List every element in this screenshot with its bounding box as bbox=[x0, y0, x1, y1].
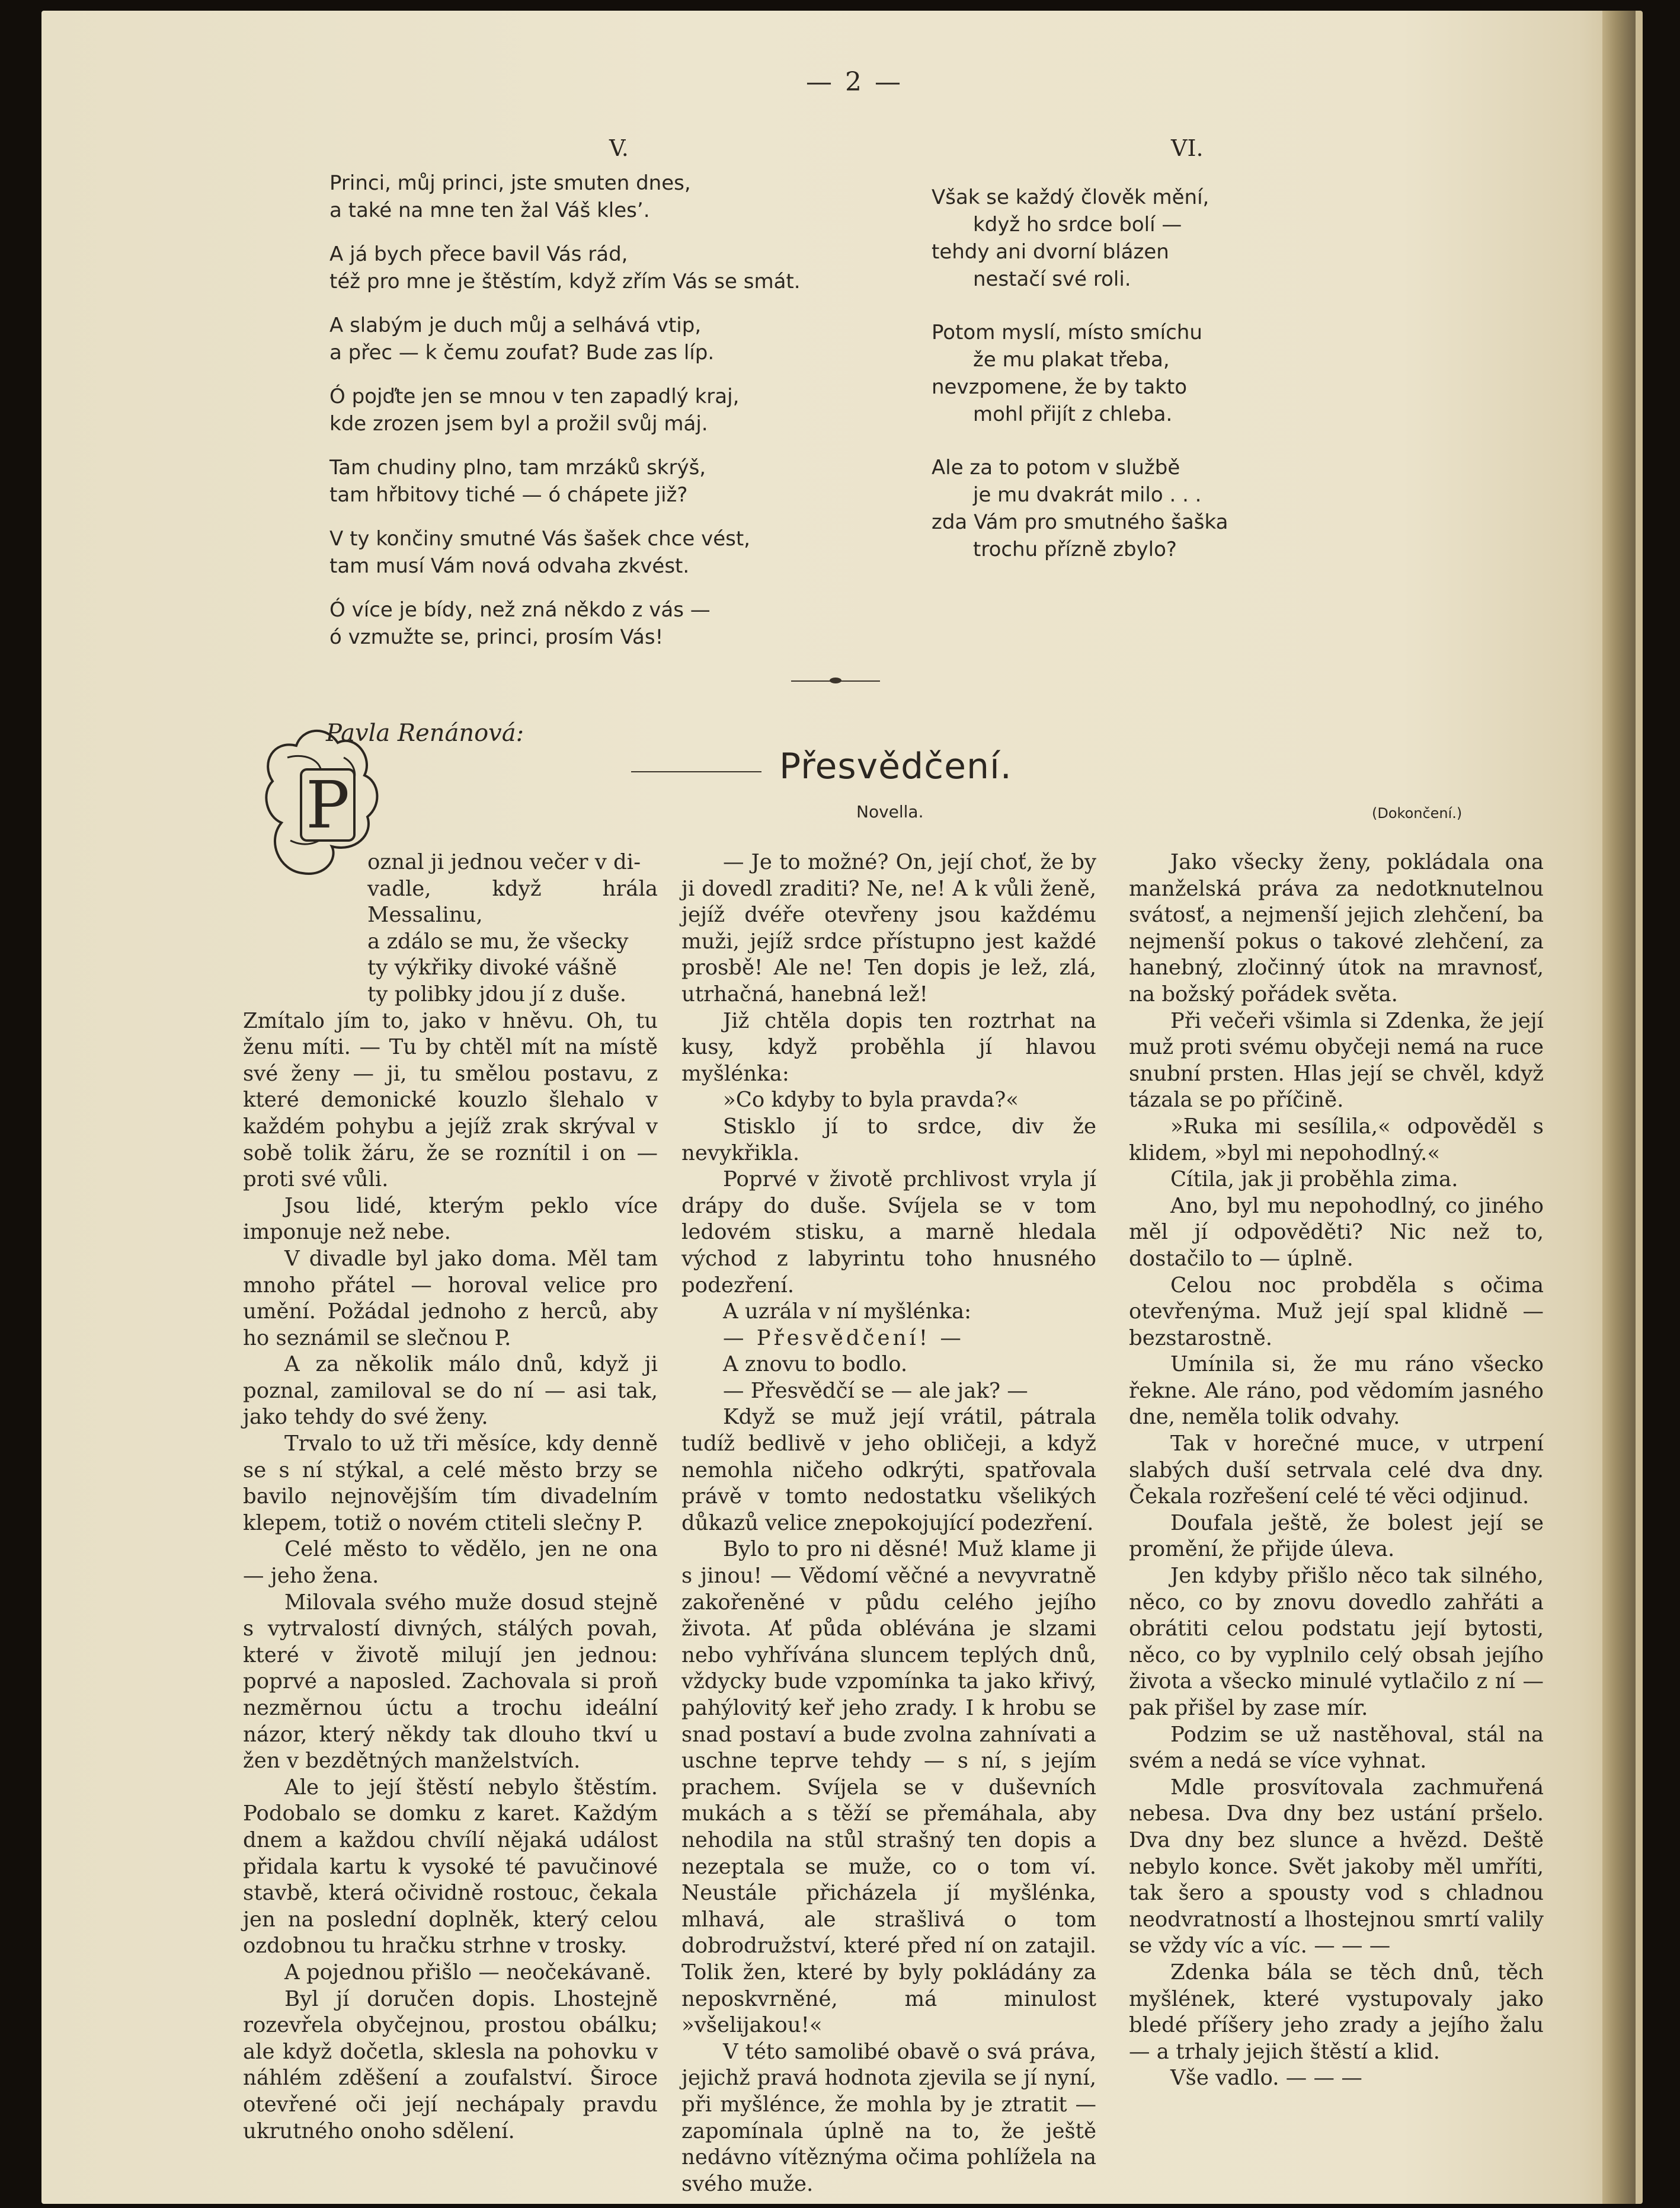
poem-line: kde zrozen jsem byl a prožil svůj máj. bbox=[329, 412, 708, 436]
poem-line: V ty končiny smutné Vás šašek chce vést, bbox=[329, 527, 750, 551]
poem-line: Ale za to potom v službě bbox=[932, 456, 1180, 480]
paragraph: — Přesvědčení! — bbox=[723, 1325, 964, 1350]
story-title: Přesvědčení. bbox=[779, 746, 1012, 787]
paragraph: — Je to možné? On, její choť, že by ji dovedl zraditi? Ne, ne! A k vůli ženě, jejíž dvéře otevřeny jsou každému muži, jejíž srdce přístupno jest každé prosbě! Ale ne! Ten dopis je lež, zlá, utrhačná, hanebná lež! bbox=[681, 850, 1096, 1006]
story-subtitle: Novella. bbox=[856, 802, 924, 822]
poem-line: Ó více je bídy, než zná někdo z vás — bbox=[329, 598, 711, 622]
paragraph: A uzrála v ní myšlénka: bbox=[723, 1299, 972, 1324]
paragraph: Celé město to vědělo, jen ne ona — jeho žena. bbox=[243, 1537, 658, 1589]
column-1 bbox=[243, 849, 658, 2145]
paragraph: Při večeři všimla si Zdenka, že její muž proti svému obyčeji nemá na ruce snubní prsten. Hlas její se chvěl, když tázala se po příčině. bbox=[1129, 1008, 1544, 1113]
paragraph: Trvalo to už tři měsíce, kdy denně se s ní stýkal, a celé město brzy se bavilo nejnovějším tím divadelním klepem, totiž o novém ctiteli slečny P. bbox=[243, 1431, 658, 1535]
paragraph: Zmítalo jím to, jako v hněvu. Oh, tu ženu míti. — Tu by chtěl mít na místě své ženy — ji, tu smělou postavu, z které demonické kouzlo šlehalo v každém pohybu a jejíž zrak skrýval v sobě tolik žáru, že se roznítil i on — proti své vůli. bbox=[243, 1008, 658, 1192]
title-rule bbox=[631, 771, 761, 772]
poem-line: též pro mne je štěstím, když zřím Vás se smát. bbox=[329, 270, 801, 293]
poem-line: A já bych přece bavil Vás rád, bbox=[329, 242, 628, 266]
book-spine bbox=[1602, 11, 1636, 2204]
poem-line: mohl přijít z chleba. bbox=[973, 402, 1173, 426]
paragraph: Již chtěla dopis ten roztrhat na kusy, když proběhla jí hlavou myšlénka: bbox=[681, 1008, 1096, 1086]
poem-v bbox=[329, 170, 801, 667]
paragraph: Mdle prosvítovala zachmuřená nebesa. Dva dny bez ustání pršelo. Dva dny bez slunce a hvězd. Deště nebylo konce. Svět jakoby měl umříti, tak šero a spousty vod s chladnou neodvratností a lhostejnou smrtí valily se vždy víc a víc. — — — bbox=[1129, 1775, 1544, 1958]
poem-vi-numeral: VI. bbox=[1171, 135, 1204, 161]
paragraph: Zdenka bála se těch dnů, těch myšlének, které vystupovaly jako bledé příšery jeho zrady a jejího žalu — a trhaly jejich štěstí a klid. bbox=[1129, 1960, 1544, 2064]
poem-line: Ó pojďte jen se mnou v ten zapadlý kraj, bbox=[329, 385, 740, 408]
paragraph: Když se muž její vrátil, pátrala tudíž bedlivě v jeho obličeji, a když nemohla ničeho odkrýti, spatřovala právě v tomto nedostatku všelikých důkazů velice znepokojující podezření. bbox=[681, 1405, 1096, 1535]
poem-line: Princi, můj princi, jste smuten dnes, bbox=[329, 171, 691, 195]
paragraph: »Ruka mi sesílila,« odpověděl s klidem, »byl mi nepohodlný.« bbox=[1129, 1114, 1544, 1165]
poem-line: Potom myslí, místo smíchu bbox=[932, 321, 1202, 344]
paragraph: Jsou lidé, kterým peklo více imponuje než nebe. bbox=[243, 1193, 658, 1245]
paragraph: Ale to její štěstí nebylo štěstím. Podobalo se domku z karet. Každým dnem a každou chvílí nějaká událost přidala kartu k vysoké té pavučinové stavbě, která očividně rostouc, čekala jen na poslední doplněk, který celou ozdobnou tu hračku strhne v trosky. bbox=[243, 1775, 658, 1958]
paragraph: Byl jí doručen dopis. Lhostejně rozevřela obyčejnou, prostou obálku; ale když dočetla, sklesla na pohovku v náhlém zděšení a zoufalství. Široce otevřené oči její nechápaly pravdu ukrutného onoho sdělení. bbox=[243, 1986, 658, 2143]
newspaper-page bbox=[41, 11, 1643, 2204]
paragraph: Bylo to pro ni děsné! Muž klame ji s jinou! — Vědomí věčné a nevyvratně zakořeněné v půdu celého jejího života. Ať půda oblévána je slzami nebo vyhřívána sluncem teplých dnů, vždycky bude vzpomínka ta jako křivý, pahýlovitý keř jeho zrady. I k hrobu se snad postaví a bude zvolna zahnívati a uschne teprve tehdy — s ní, s jejím prachem. Svíjela se v duševních mukách a s těží se přemáhala, aby nehodila na stůl strašný ten dopis a nezeptala se muže, co o tom ví. Neustále přicházela jí myšlénka, mlhavá, ale strašlivá o tom dobrodružství, které před ní on zatajil. Tolik žen, které by byly pokládány za neposkvrněné, má minulost »všelijakou!« bbox=[681, 1537, 1096, 2038]
poem-line: tam hřbitovy tiché — ó chápete již? bbox=[329, 483, 688, 507]
poem-line: nestačí své roli. bbox=[973, 267, 1131, 291]
poem-line: Však se každý člověk mění, bbox=[932, 186, 1209, 209]
paragraph: Celou noc probděla s očima otevřenýma. Muž její spal klidně — bezstarostně. bbox=[1129, 1273, 1544, 1350]
poem-line: A slabým je duch můj a selhává vtip, bbox=[329, 314, 702, 337]
poem-line: trochu přízně zbylo? bbox=[973, 538, 1177, 561]
poem-line: a také na mne ten žal Váš kles’. bbox=[329, 199, 650, 222]
poem-line: je mu dvakrát milo . . . bbox=[973, 483, 1202, 507]
opening-line: ty polibky jdou jí z duše. bbox=[367, 982, 626, 1006]
poem-vi bbox=[932, 184, 1228, 580]
opening-line: oznal ji jednou večer v di- bbox=[367, 850, 641, 874]
poem-line: nevzpomene, že by takto bbox=[932, 375, 1188, 399]
paragraph: A pojednou přišlo — neočekávaně. bbox=[284, 1960, 652, 1985]
poem-line: tehdy ani dvorní blázen bbox=[932, 240, 1169, 264]
paragraph: A za několik málo dnů, když ji poznal, zamiloval se do ní — asi tak, jako tehdy do své ženy. bbox=[243, 1352, 658, 1430]
page-number: — 2 — bbox=[806, 67, 903, 97]
paragraph: Tak v horečné muce, v utrpení slabých duší setrvala celé dva dny. Čekala rozřešení celé té věci odjinud. bbox=[1129, 1431, 1544, 1509]
paragraph: — Přesvědčí se — ale jak? — bbox=[723, 1378, 1028, 1403]
poem-line: tam musí Vám nová odvaha zkvést. bbox=[329, 554, 690, 578]
paragraph: Podzim se už nastěhoval, stál na svém a nedá se více vyhnat. bbox=[1129, 1722, 1544, 1774]
paragraph: Ano, byl mu nepohodlný, co jiného měl jí odpověděti? Nic než to, dostačilo to — úplně. bbox=[1129, 1193, 1544, 1271]
poem-line: a přec — k čemu zoufat? Bude zas líp. bbox=[329, 341, 715, 365]
paragraph: Cítila, jak ji proběhla zima. bbox=[1170, 1167, 1458, 1192]
divider-ornament bbox=[830, 678, 841, 683]
poem-line: zda Vám pro smutného šaška bbox=[932, 510, 1228, 534]
paragraph: Poprvé v životě prchlivost vryla jí drápy do duše. Svíjela se v tom ledovém stisku, a marně hledala východ z labyrintu toho hnusného podezření. bbox=[681, 1167, 1096, 1298]
continuation-note: (Dokončení.) bbox=[1372, 805, 1463, 822]
poem-line: že mu plakat třeba, bbox=[973, 348, 1170, 372]
poem-line: když ho srdce bolí — bbox=[973, 213, 1182, 237]
column-3 bbox=[1129, 849, 1544, 2092]
paragraph: Doufala ještě, že bolest její se promění, že přijde úleva. bbox=[1129, 1510, 1544, 1562]
opening-line: vadle, když hrála Messalinu, bbox=[367, 876, 658, 928]
paragraph: Vše vadlo. — — — bbox=[1170, 2066, 1362, 2091]
column-2 bbox=[681, 849, 1096, 2197]
paragraph: Stisklo jí to srdce, div že nevykřikla. bbox=[681, 1114, 1096, 1165]
paragraph: Umínila si, že mu ráno všecko řekne. Ale ráno, pod vědomím jasného dne, neměla tolik odvahy. bbox=[1129, 1352, 1544, 1430]
opening-line: a zdálo se mu, že všecky bbox=[367, 929, 629, 954]
paragraph: Jen kdyby přišlo něco tak silného, něco, co by znovu dovedlo zahřáti a obrátiti celou podstatu její bytosti, něco, co by vyplnilo celý obsah jejího života a všecko minulé vytlačilo z ní — pak přišel by zase mír. bbox=[1129, 1564, 1544, 1720]
author-name: Pavla Renánová: bbox=[326, 720, 524, 747]
paragraph: V divadle byl jako doma. Měl tam mnoho přátel — horoval velice pro umění. Požádal jednoho z herců, aby ho seznámil se slečnou P. bbox=[243, 1246, 658, 1350]
poem-line: ó vzmužte se, princi, prosím Vás! bbox=[329, 625, 664, 649]
opening-line: ty výkřiky divoké vášně bbox=[367, 956, 617, 980]
poem-v-numeral: V. bbox=[609, 135, 629, 161]
initial-letter: P bbox=[305, 767, 350, 843]
paragraph: Jako všecky ženy, pokládala ona manželská práva za nedotknutelnou svátosť, a nejmenší jejich zlehčení, ba nejmenší pokus o takové zlehčení, za hanebný, zločinný útok na mravnosť, na božský pořádek světa. bbox=[1129, 850, 1544, 1006]
paragraph: A znovu to bodlo. bbox=[723, 1352, 908, 1377]
paragraph: Milovala svého muže dosud stejně s vytrvalostí divných, stálých povah, které v životě milují jen jednou: poprvé a naposled. Zachovala si proň nezměrnou úctu a trochu ideální názor, který někdy tak dlouho tkví u žen v bezdětných manželstvích. bbox=[243, 1590, 658, 1774]
paragraph: V této samolibé obavě o svá práva, jejichž pravá hodnota zjevila se jí nyní, při myšlénce, že mohla by je ztratit — zapomínala úplně na to, že ještě nedávno vítěznýma očima pohlížela na svého muže. bbox=[681, 2039, 1096, 2196]
paragraph: »Co kdyby to byla pravda?« bbox=[723, 1088, 1019, 1113]
poem-line: Tam chudiny plno, tam mrzáků skrýš, bbox=[329, 456, 706, 480]
